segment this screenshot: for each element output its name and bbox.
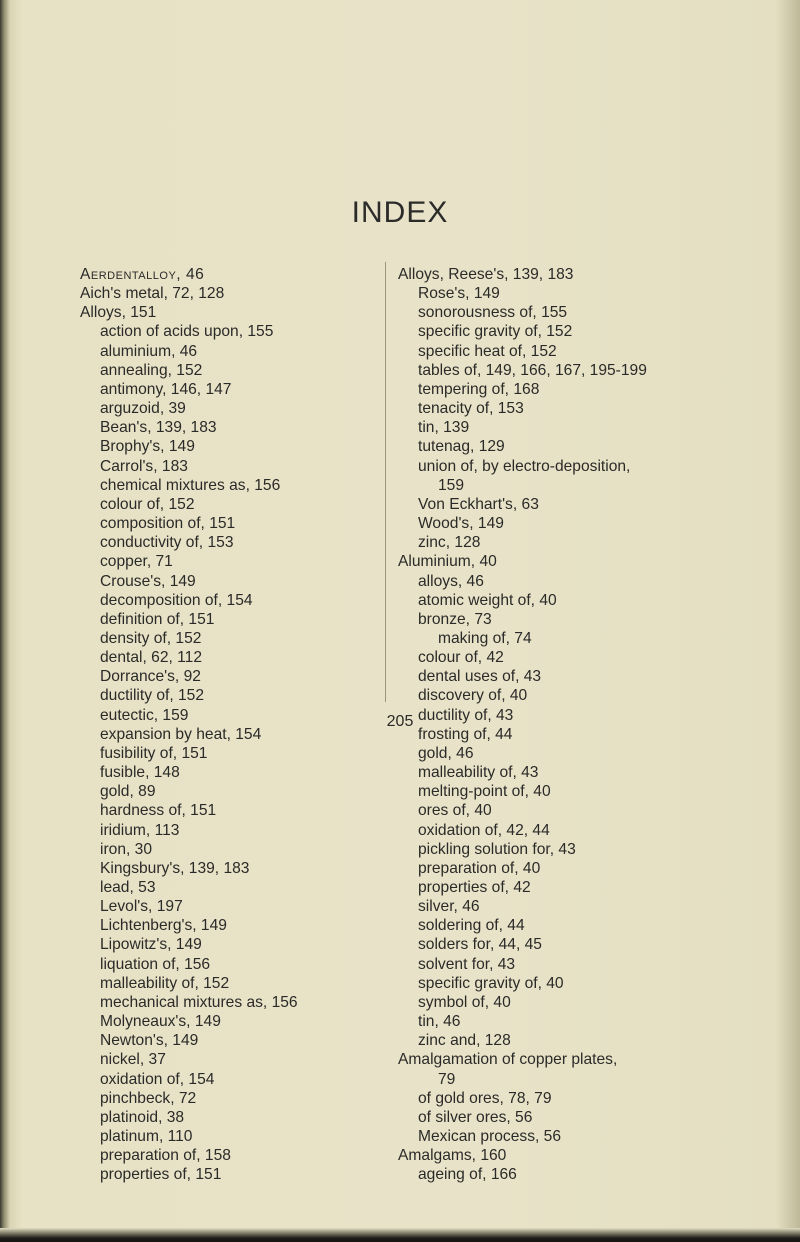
- index-entry: ductility of, 152: [100, 687, 205, 705]
- index-entry: making of, 74: [438, 629, 532, 647]
- column-divider: [385, 262, 386, 702]
- index-entry: preparation of, 158: [100, 1147, 231, 1165]
- index-entry: Dorrance's, 92: [100, 668, 201, 686]
- index-entry: Alloys, 151: [80, 304, 157, 322]
- index-entry: properties of, 151: [100, 1166, 222, 1184]
- index-entry: Aluminium, 40: [398, 553, 497, 571]
- index-entry: zinc, 128: [418, 534, 481, 552]
- index-entry: Mexican process, 56: [418, 1128, 562, 1146]
- index-entry: definition of, 151: [100, 610, 215, 628]
- index-entry: ores of, 40: [418, 802, 492, 820]
- page-title: INDEX: [351, 196, 449, 229]
- index-entry: Aerdentalloy, 46: [80, 266, 205, 283]
- index-entry: fusible, 148: [100, 764, 180, 782]
- index-entry: soldering of, 44: [418, 917, 525, 935]
- index-entry: Molyneaux's, 149: [100, 1013, 221, 1031]
- index-entry: properties of, 42: [418, 879, 531, 896]
- index-entry: colour of, 152: [100, 495, 195, 513]
- index-entry: specific heat of, 152: [418, 342, 557, 360]
- index-entry: colour of, 42: [418, 649, 504, 667]
- index-entry: solvent for, 43: [418, 955, 516, 973]
- index-entry: frosting of, 44: [418, 725, 513, 743]
- index-entry: composition of, 151: [100, 515, 236, 533]
- index-entry: silver, 46: [418, 898, 480, 916]
- index-entry: Bean's, 139, 183: [100, 419, 217, 437]
- index-entry: tin, 139: [418, 419, 470, 437]
- index-entry: oxidation of, 154: [100, 1070, 215, 1088]
- index-entry: preparation of, 40: [418, 859, 541, 877]
- index-entry: Kingsbury's, 139, 183: [100, 859, 250, 877]
- index-entry: Levol's, 197: [100, 898, 183, 916]
- index-entry: Amalgams, 160: [398, 1147, 507, 1165]
- index-entry: decomposition of, 154: [100, 591, 253, 609]
- index-entry: Lipowitz's, 149: [100, 936, 202, 954]
- index-entry: 159: [438, 476, 465, 494]
- index-entry: liquation of, 156: [100, 955, 211, 973]
- index-entry: Crouse's, 149: [100, 572, 196, 590]
- index-entry: antimony, 146, 147: [100, 380, 232, 398]
- index-entry: iridium, 113: [100, 821, 180, 839]
- index-entry: gold, 89: [100, 783, 156, 801]
- index-entry: zinc and, 128: [418, 1032, 511, 1050]
- index-entry: discovery of, 40: [418, 687, 528, 705]
- index-entry: Amalgamation of copper plates,: [398, 1051, 618, 1069]
- index-entry: bronze, 73: [418, 610, 492, 628]
- index-entry: pickling solution for, 43: [418, 840, 576, 858]
- index-entry: expansion by heat, 154: [100, 725, 262, 743]
- page-bottom-edge: [0, 1228, 800, 1242]
- index-entry: dental, 62, 112: [100, 649, 203, 667]
- index-entry: eutectic, 159: [100, 706, 189, 724]
- index-entry: action of acids upon, 155: [100, 323, 274, 341]
- index-entry: pinchbeck, 72: [100, 1089, 197, 1107]
- index-entry: mechanical mixtures as, 156: [100, 993, 298, 1011]
- index-entry: symbol of, 40: [418, 993, 511, 1011]
- index-entry: malleability of, 152: [100, 974, 230, 992]
- index-entry: solders for, 44, 45: [418, 936, 542, 954]
- index-entry: conductivity of, 153: [100, 534, 234, 552]
- index-entry: oxidation of, 42, 44: [418, 821, 550, 839]
- index-entry: specific gravity of, 152: [418, 323, 573, 341]
- index-entry: platinum, 110: [100, 1128, 193, 1146]
- index-entry: Lichtenberg's, 149: [100, 917, 227, 935]
- index-entry: of silver ores, 56: [418, 1108, 533, 1126]
- index-entry: ductility of, 43: [418, 706, 514, 724]
- page-number: 205: [386, 713, 414, 730]
- index-entry: lead, 53: [100, 879, 156, 896]
- index-entry: atomic weight of, 40: [418, 591, 557, 609]
- index-entry: Alloys, Reese's, 139, 183: [398, 266, 574, 283]
- index-entry: specific gravity of, 40: [418, 974, 564, 992]
- index-entry: Aich's metal, 72, 128: [80, 285, 225, 303]
- index-entry: annealing, 152: [100, 361, 203, 379]
- index-entry: Newton's, 149: [100, 1032, 199, 1050]
- index-entry: Brophy's, 149: [100, 438, 195, 456]
- index-entry: chemical mixtures as, 156: [100, 476, 281, 494]
- index-entry: tempering of, 168: [418, 380, 540, 398]
- index-entry: tenacity of, 153: [418, 400, 524, 418]
- index-entry: arguzoid, 39: [100, 400, 186, 418]
- index-entry: malleability of, 43: [418, 764, 539, 782]
- index-entry: density of, 152: [100, 629, 202, 647]
- index-entry: tutenag, 129: [418, 438, 505, 456]
- index-entry: alloys, 46: [418, 572, 484, 590]
- index-entry: sonorousness of, 155: [418, 304, 568, 322]
- index-entry: dental uses of, 43: [418, 668, 542, 686]
- index-entry: tables of, 149, 166, 167, 195-199: [418, 361, 647, 379]
- index-entry: aluminium, 46: [100, 342, 198, 360]
- index-entry: copper, 71: [100, 553, 173, 571]
- index-entry: melting-point of, 40: [418, 783, 551, 801]
- index-entry: union of, by electro-deposition,: [418, 457, 631, 475]
- index-entry: nickel, 37: [100, 1051, 166, 1069]
- index-entry: Von Eckhart's, 63: [418, 495, 539, 513]
- index-entry: Rose's, 149: [418, 285, 500, 303]
- index-entry: gold, 46: [418, 744, 474, 762]
- index-entry: ageing of, 166: [418, 1166, 517, 1184]
- index-entry: Carrol's, 183: [100, 457, 188, 475]
- index-entry: tin, 46: [418, 1013, 461, 1031]
- index-entry: of gold ores, 78, 79: [418, 1089, 552, 1107]
- index-entry: iron, 30: [100, 840, 153, 858]
- index-entry: fusibility of, 151: [100, 744, 208, 762]
- index-entry: hardness of, 151: [100, 802, 217, 820]
- index-entry: platinoid, 38: [100, 1108, 185, 1126]
- index-entry: 79: [438, 1070, 456, 1088]
- index-entry: Wood's, 149: [418, 515, 504, 533]
